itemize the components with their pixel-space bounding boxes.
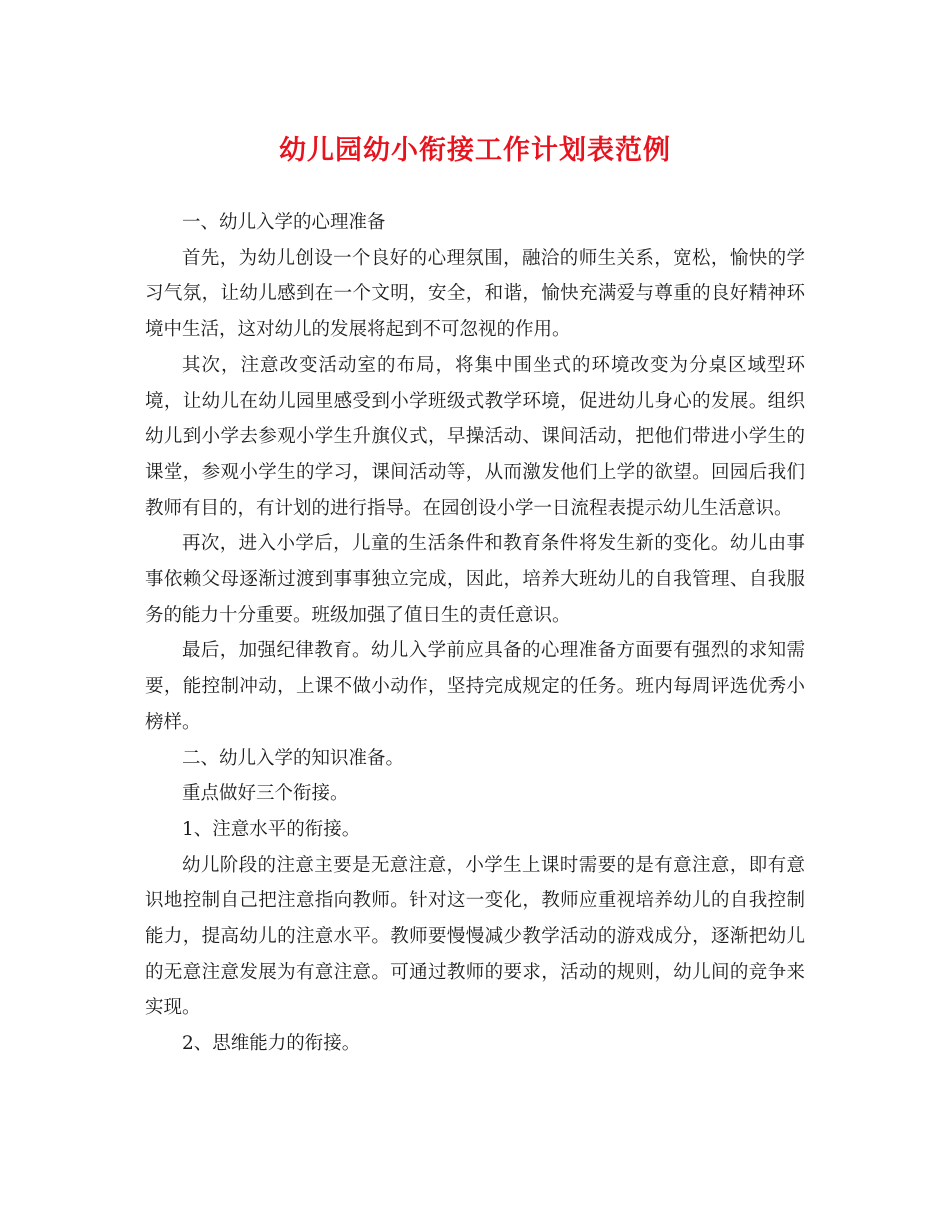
paragraph-third: 再次，进入小学后，儿童的生活条件和教育条件将发生新的变化。幼儿由事事依赖父母逐渐过渡到事事独立完成，因此，培养大班幼儿的自我管理、自我服务的能力十分重要。班级加强了值日生的责任意识。	[145, 533, 805, 626]
paragraph-three-connections: 重点做好三个衔接。	[182, 783, 349, 805]
paragraph-first: 首先，为幼儿创设一个良好的心理氛围，融洽的师生关系，宽松，愉快的学习气氛，让幼儿感到在一个文明，安全，和谐，愉快充满爱与尊重的良好精神环境中生活，这对幼儿的发展将起到不可忽视的作用。	[145, 247, 805, 341]
document-body	[145, 205, 805, 1062]
subheading-attention: 1、注意水平的衔接。	[182, 818, 361, 840]
section-heading-psychological: 一、幼儿入学的心理准备	[182, 212, 386, 233]
paragraph-last: 最后，加强纪律教育。幼儿入学前应具备的心理准备方面要有强烈的求知需要，能控制冲动，上课不做小动作，坚持完成规定的任务。班内每周评选优秀小榜样。	[145, 640, 805, 733]
paragraph-attention: 幼儿阶段的注意主要是无意注意，小学生上课时需要的是有意注意，即有意识地控制自己把注意指向教师。针对这一变化，教师应重视培养幼儿的自我控制能力，提高幼儿的注意水平。教师要慢慢减少教学活动的游戏成分，逐渐把幼儿的无意注意发展为有意注意。可通过教师的要求，活动的规则，幼儿间的竞争来实现。	[145, 854, 805, 1019]
paragraph-second: 其次，注意改变活动室的布局，将集中围坐式的环境改变为分桌区域型环境，让幼儿在幼儿园里感受到小学班级式教学环境，促进幼儿身心的发展。组织幼儿到小学去参观小学生升旗仪式，早操活动、课间活动，把他们带进小学生的课堂，参观小学生的学习，课间活动等，从而激发他们上学的欲望。回园后我们教师有目的，有计划的进行指导。在园创设小学一日流程表提示幼儿生活意识。	[145, 354, 805, 519]
document-title: 幼儿园幼小衔接工作计划表范例	[279, 135, 671, 166]
section-heading-knowledge: 二、幼儿入学的知识准备。	[182, 747, 405, 769]
subheading-thinking: 2、思维能力的衔接。	[182, 1033, 361, 1055]
